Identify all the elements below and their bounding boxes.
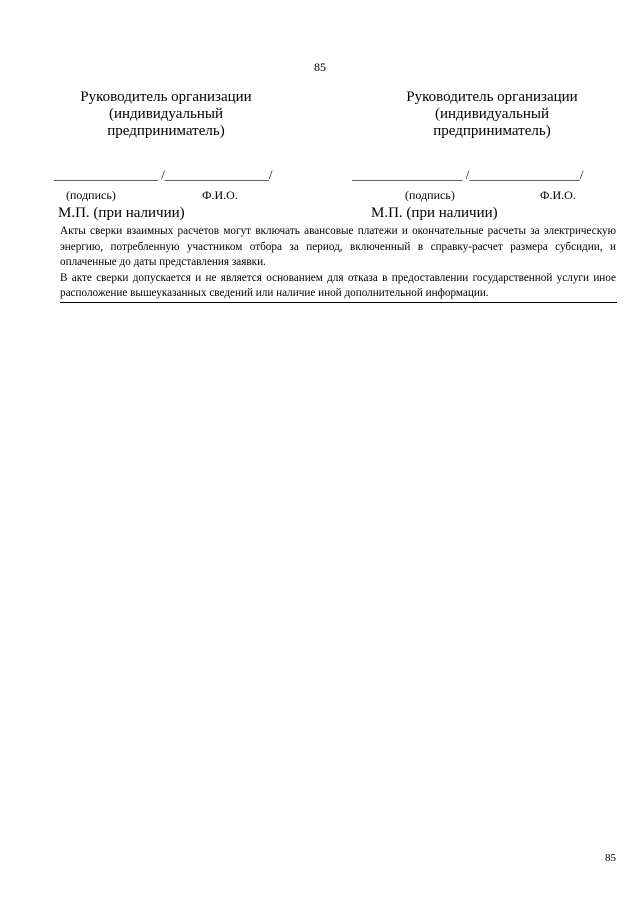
- right-title-line2: (индивидуальный: [434, 106, 549, 122]
- right-signatory-title: [372, 89, 612, 140]
- note-paragraph-2: В акте сверки допускается и не является основанием для отказа в предоставлении государственной услуги иное расположение вышеуказанных сведений или наличие иной дополнительной информации.: [60, 271, 616, 300]
- notes-block: [60, 224, 616, 302]
- left-stamp-note: М.П. (при наличии): [58, 205, 185, 221]
- left-caption-name: Ф.И.О.: [202, 188, 238, 202]
- right-caption-signature: (подпись): [405, 188, 455, 202]
- left-caption-signature: (подпись): [66, 188, 116, 202]
- left-title-line1: Руководитель организации: [80, 89, 252, 105]
- left-signatory-title: [46, 89, 286, 140]
- right-caption-name: Ф.И.О.: [540, 188, 576, 202]
- right-title-line1: Руководитель организации: [406, 89, 578, 105]
- page-number-top: 85: [314, 60, 326, 74]
- note-paragraph-1: Акты сверки взаимных расчетов могут включать авансовые платежи и окончательные расчеты за электрическую энергию, потребленную участником отбора за период, включенный в справку-расчет размера субсидии, и оплаченные до даты представления заявки.: [60, 225, 616, 269]
- left-signature-line: ________________ /________________/: [54, 167, 273, 182]
- right-signature-line: _________________ /_________________/: [352, 167, 584, 182]
- right-title-line3: предприниматель): [433, 123, 551, 139]
- bottom-rule: [60, 302, 617, 303]
- left-title-line2: (индивидуальный: [108, 106, 223, 122]
- page-number-bottom: 85: [605, 852, 616, 864]
- right-stamp-note: М.П. (при наличии): [371, 205, 498, 221]
- left-title-line3: предприниматель): [107, 123, 225, 139]
